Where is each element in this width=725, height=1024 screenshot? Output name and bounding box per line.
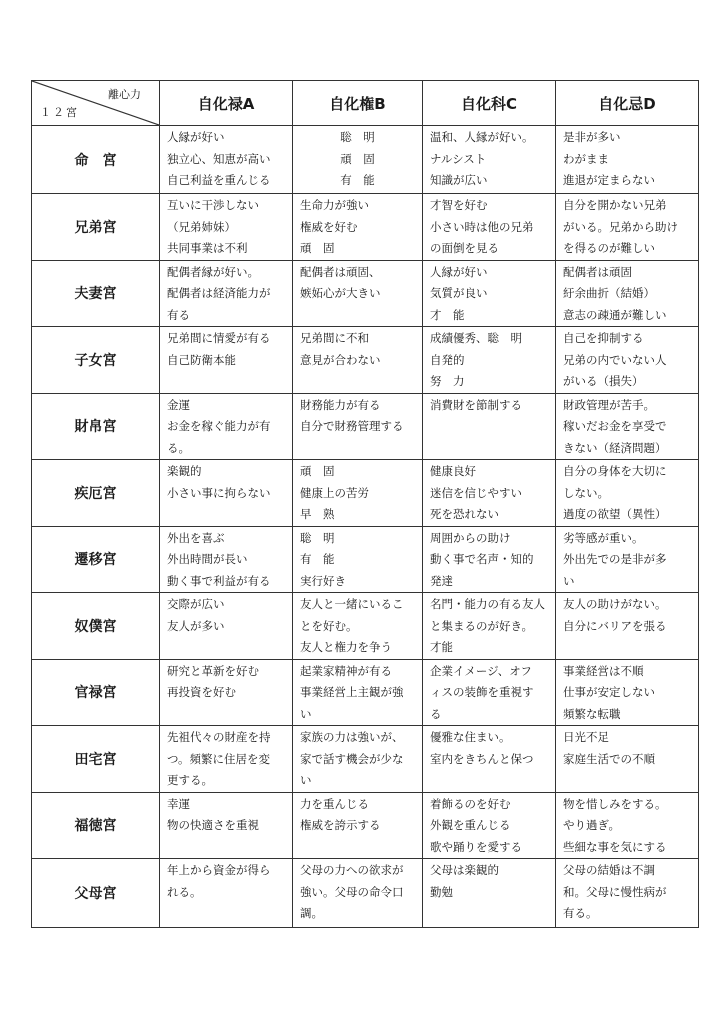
table-cell: [160, 327, 293, 394]
table-cell: [423, 593, 556, 660]
cell-line: しない。: [563, 485, 609, 500]
cell-line: 人縁が好い: [167, 130, 225, 144]
cell-line: 気質が良い: [430, 286, 488, 300]
table-cell: [556, 126, 699, 194]
cell-line: 小さい事に拘らない: [167, 485, 271, 500]
table-cell: [556, 593, 699, 660]
cell-line: 配偶者は頑固、: [300, 264, 381, 279]
cell-line: 自発的: [430, 352, 465, 367]
table-cell: [556, 393, 699, 460]
table-row: [32, 194, 699, 261]
table-cell: [423, 126, 556, 194]
cell-line: 外出先での是非が多: [563, 552, 667, 566]
table-cell: [556, 859, 699, 928]
cell-line: 迷信を信じやすい: [430, 485, 522, 500]
cell-line: 歌や踊りを愛する: [430, 839, 522, 854]
palace-table: [31, 80, 699, 928]
palace-name: 遷移宮: [32, 526, 160, 593]
cell-line: 仕事が安定しない: [563, 685, 655, 699]
cell-line: 配偶者は経済能力が: [167, 286, 271, 300]
cell-line: 和。父母に慢性病が: [563, 884, 667, 899]
table-cell: [556, 726, 699, 793]
cell-line: 父母は楽観的: [430, 863, 499, 877]
cell-line: 自分を開かない兄弟: [563, 198, 667, 212]
table-cell: [556, 460, 699, 527]
cell-line: 独立心、知恵が高い: [167, 151, 271, 166]
cell-line: 友人の助けがない。: [563, 597, 667, 611]
table-cell: [293, 327, 423, 394]
cell-line: 父母の力への欲求が: [300, 863, 404, 877]
cell-line: る。: [167, 440, 190, 455]
cell-line: 人縁が好い: [430, 264, 488, 279]
cell-line: わがまま: [563, 151, 609, 166]
palace-name: 田宅宮: [32, 726, 160, 793]
cell-line: 頑 固: [340, 151, 375, 166]
cell-line: きない（経済問題）: [563, 440, 667, 455]
table-row: [32, 659, 699, 726]
cell-line: 友人と権力を争う: [300, 640, 392, 654]
cell-line: 力を重んじる: [300, 796, 369, 811]
cell-line: 頑 固: [300, 464, 335, 478]
cell-line: 室内をきちんと保つ: [430, 751, 534, 766]
palace-name: 福徳宮: [32, 792, 160, 859]
table-cell: [423, 393, 556, 460]
cell-line: 聡 明: [340, 130, 375, 144]
cell-line: 才智を好む: [430, 198, 488, 212]
cell-line: 健康上の苦労: [300, 485, 369, 500]
cell-line: 兄弟間に情愛が有る: [167, 331, 271, 345]
cell-line: 勤勉: [430, 884, 453, 899]
table-cell: [423, 526, 556, 593]
cell-line: 研究と革新を好む: [167, 663, 259, 678]
cell-line: 幸運: [167, 796, 190, 811]
table-cell: [160, 526, 293, 593]
cell-line: 生命力が強い: [300, 198, 369, 212]
cell-line: 成績優秀、聡 明: [430, 331, 522, 345]
cell-line: 自分の身体を大切に: [563, 464, 667, 478]
corner-header-cell: [32, 81, 160, 126]
cell-line: やり過ぎ。: [563, 818, 621, 832]
palace-name: 子女宮: [32, 327, 160, 394]
cell-line: 紆余曲折（結婚）: [563, 286, 655, 300]
cell-line: 家庭生活での不順: [563, 751, 655, 766]
cell-line: 有 能: [340, 173, 375, 187]
cell-line: 聡 明: [300, 530, 335, 545]
cell-line: 再投資を好む: [167, 685, 236, 699]
cell-line: 財務能力が有る: [300, 397, 381, 412]
cell-line: 死を恐れない: [430, 507, 499, 521]
table-cell: [293, 126, 423, 194]
table-cell: [160, 659, 293, 726]
palace-name: 官禄宮: [32, 659, 160, 726]
table-cell: [160, 859, 293, 928]
cell-line: れる。: [167, 884, 202, 899]
cell-line: とを好む。: [300, 618, 358, 633]
table-row: [32, 526, 699, 593]
cell-line: 交際が広い: [167, 597, 225, 611]
cell-line: 動く事で名声・知的: [430, 552, 534, 566]
table-cell: [293, 859, 423, 928]
table-cell: [556, 194, 699, 261]
table-cell: [423, 859, 556, 928]
cell-line: 嫉妬心が大きい: [300, 286, 381, 300]
cell-line: 発達: [430, 573, 453, 588]
column-header-d: 自化忌D: [556, 81, 699, 126]
table-cell: [423, 260, 556, 327]
cell-line: 自己を抑制する: [563, 331, 644, 345]
table-cell: [160, 460, 293, 527]
cell-line: 兄弟の内でいない人: [563, 352, 667, 367]
table-cell: [556, 526, 699, 593]
cell-line: 友人と一緒にいるこ: [300, 597, 404, 611]
table-cell: [160, 393, 293, 460]
cell-line: 父母の結婚は不調: [563, 863, 655, 877]
cell-line: い: [563, 573, 575, 588]
table-cell: [293, 194, 423, 261]
table-cell: [556, 327, 699, 394]
cell-line: 是非が多い: [563, 130, 621, 144]
cell-line: 意見が合わない: [300, 352, 381, 367]
cell-line: 進退が定まらない: [563, 173, 655, 187]
table-cell: [160, 194, 293, 261]
table-cell: [556, 260, 699, 327]
table-row: [32, 792, 699, 859]
cell-line: 事業経営上主観が強: [300, 685, 404, 699]
table-cell: [423, 460, 556, 527]
table-cell: [293, 526, 423, 593]
cell-line: と集まるのが好き。: [430, 618, 534, 633]
cell-line: 意志の疎通が難しい: [563, 307, 667, 322]
cell-line: 消費財を節制する: [430, 397, 522, 412]
table-row: [32, 260, 699, 327]
cell-line: の面倒を見る: [430, 241, 499, 255]
table-row: [32, 726, 699, 793]
cell-line: 名門・能力の有る友人: [430, 597, 545, 611]
cell-line: 楽観的: [167, 464, 202, 478]
table-cell: [423, 792, 556, 859]
cell-line: 配偶者は頑固: [563, 264, 632, 279]
cell-line: ィスの装飾を重視す: [430, 685, 534, 699]
cell-line: 些細な事を気にする: [563, 839, 667, 854]
cell-line: 優雅な住まい。: [430, 730, 511, 744]
cell-line: つ。頻繁に住居を変: [167, 751, 271, 766]
table-cell: [160, 126, 293, 194]
table-cell: [293, 792, 423, 859]
column-header-a: 自化禄A: [160, 81, 293, 126]
cell-line: 頑 固: [300, 241, 335, 255]
palace-table-sheet: [31, 80, 698, 928]
cell-line: 友人が多い: [167, 618, 225, 633]
cell-line: る: [430, 706, 442, 721]
palace-name: 夫妻宮: [32, 260, 160, 327]
cell-line: 調。: [300, 906, 323, 920]
palace-name: 奴僕宮: [32, 593, 160, 660]
column-header-b: 自化権B: [293, 81, 423, 126]
cell-line: 権威を好む: [300, 219, 358, 234]
palace-name: 命 宮: [32, 126, 160, 194]
table-row: [32, 393, 699, 460]
table-cell: [293, 659, 423, 726]
cell-line: 企業イメージ、オフ: [430, 663, 532, 678]
cell-line: 才 能: [430, 307, 465, 322]
table-cell: [160, 593, 293, 660]
cell-line: 実行好き: [300, 573, 346, 588]
cell-line: 過度の欲望（異性）: [563, 507, 667, 521]
cell-line: がいる（損失）: [563, 374, 644, 388]
cell-line: 外出を喜ぶ: [167, 530, 225, 545]
cell-line: 自己防衛本能: [167, 352, 236, 367]
cell-line: 動く事で利益が有る: [167, 573, 271, 588]
cell-line: お金を稼ぐ能力が有: [167, 419, 271, 433]
table-row: [32, 593, 699, 660]
cell-line: い: [300, 773, 312, 787]
table-row: [32, 859, 699, 928]
cell-line: 年上から資金が得ら: [167, 863, 271, 877]
cell-line: 日光不足: [563, 730, 609, 744]
cell-line: 兄弟間に不和: [300, 331, 369, 345]
cell-line: 自分にバリアを張る: [563, 618, 667, 633]
table-cell: [293, 460, 423, 527]
cell-line: い: [300, 706, 312, 721]
table-cell: [293, 726, 423, 793]
cell-line: 頻繁な転職: [563, 706, 621, 721]
palace-name: 疾厄宮: [32, 460, 160, 527]
table-cell: [556, 659, 699, 726]
cell-line: 外出時間が長い: [167, 552, 248, 566]
cell-line: 有る: [167, 307, 190, 322]
cell-line: 努 力: [430, 374, 465, 388]
table-cell: [423, 327, 556, 394]
cell-line: 有る。: [563, 906, 598, 920]
corner-label-top: 離心力: [108, 88, 141, 101]
cell-line: 小さい時は他の兄弟: [430, 219, 534, 234]
cell-line: 有 能: [300, 552, 335, 566]
cell-line: 起業家精神が有る: [300, 663, 392, 678]
cell-line: 自己利益を重んじる: [167, 173, 271, 187]
cell-line: 稼いだお金を享受で: [563, 419, 667, 433]
cell-line: 温和、人縁が好い。: [430, 130, 534, 144]
table-row: [32, 327, 699, 394]
cell-line: 更する。: [167, 773, 213, 787]
corner-label-bottom: １２宮: [40, 106, 79, 119]
cell-line: 着飾るのを好む: [430, 796, 511, 811]
table-body: [32, 126, 699, 928]
table-cell: [423, 194, 556, 261]
cell-line: 互いに干渉しない: [167, 198, 259, 212]
cell-line: 財政管理が苦手。: [563, 397, 655, 412]
table-cell: [293, 260, 423, 327]
palace-name: 兄弟宮: [32, 194, 160, 261]
table-cell: [160, 792, 293, 859]
palace-name: 財帛宮: [32, 393, 160, 460]
table-cell: [293, 593, 423, 660]
cell-line: 劣等感が重い。: [563, 530, 644, 545]
cell-line: 強い。父母の命令口: [300, 884, 404, 899]
cell-line: 早 熟: [300, 507, 335, 521]
cell-line: 周囲からの助け: [430, 530, 511, 545]
cell-line: 共同事業は不利: [167, 241, 248, 255]
cell-line: 自分で財務管理する: [300, 419, 404, 433]
cell-line: 先祖代々の財産を持: [167, 730, 271, 744]
cell-line: 家で話す機会が少な: [300, 751, 404, 766]
cell-line: 才能: [430, 640, 453, 654]
table-cell: [423, 659, 556, 726]
table-cell: [423, 726, 556, 793]
column-header-c: 自化科C: [423, 81, 556, 126]
header-row: [32, 81, 699, 126]
table-cell: [160, 726, 293, 793]
cell-line: 金運: [167, 397, 190, 412]
cell-line: （兄弟姉妹）: [167, 219, 236, 234]
table-cell: [160, 260, 293, 327]
table-cell: [556, 792, 699, 859]
cell-line: 物を惜しみをする。: [563, 796, 667, 811]
cell-line: 配偶者縁が好い。: [167, 264, 259, 279]
cell-line: 知識が広い: [430, 173, 488, 187]
cell-line: 外観を重んじる: [430, 818, 511, 832]
table-row: [32, 460, 699, 527]
table-cell: [293, 393, 423, 460]
cell-line: を得るのが難しい: [563, 241, 655, 255]
cell-line: がいる。兄弟から助け: [563, 219, 678, 234]
cell-line: 権威を誇示する: [300, 818, 381, 832]
cell-line: 物の快適さを重視: [167, 818, 259, 832]
cell-line: 健康良好: [430, 464, 476, 478]
palace-name: 父母宮: [32, 859, 160, 928]
cell-line: 家族の力は強いが、: [300, 730, 404, 744]
cell-line: 事業経営は不順: [563, 663, 644, 678]
table-row: [32, 126, 699, 194]
cell-line: ナルシスト: [430, 151, 487, 166]
